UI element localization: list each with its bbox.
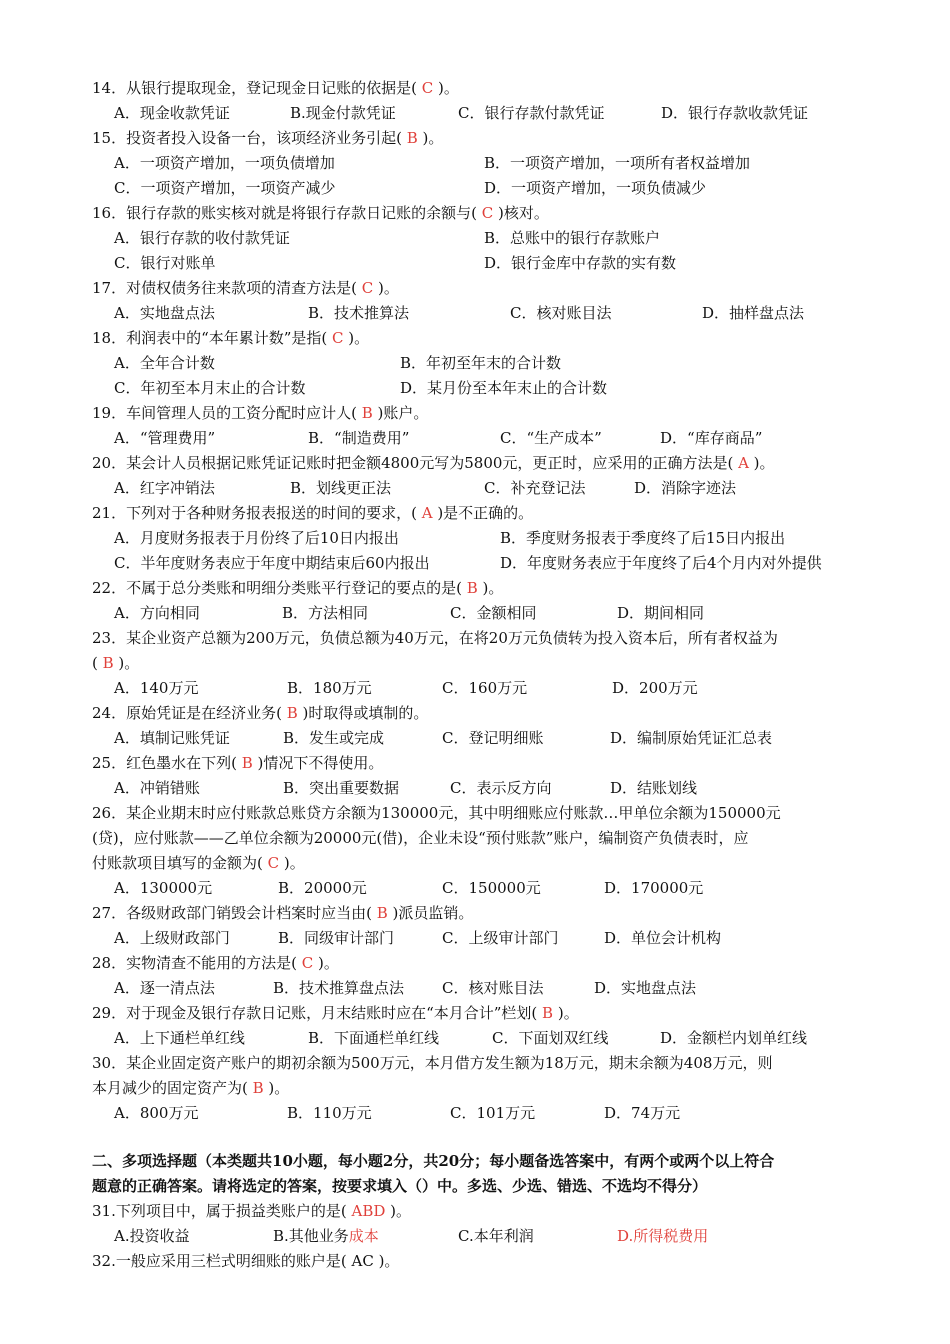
option-14d: D．银行存款收款凭证 [661,104,809,122]
option-17c: C．核对账目法 [510,304,612,322]
question-26-line2: (贷)，应付账款——乙单位余额为20000元(借)，企业未设“预付账款”账户，编制资产负债表时，应 [92,829,749,847]
question-25: 25．红色墨水在下列( B )情况下不得使用。 [92,754,384,772]
option-27d: D．单位会计机构 [604,929,722,947]
option-22d: D．期间相同 [617,604,705,622]
option-19a: A．“管理费用” [114,429,216,447]
option-30c: C．101万元 [450,1104,536,1122]
option-29c: C．下面划双红线 [492,1029,609,1047]
option-19d: D．“库存商品” [660,429,763,447]
option-18a: A．全年合计数 [114,354,215,372]
option-30a: A．800万元 [114,1104,199,1122]
option-31b: B.其他业务成本 [273,1227,379,1245]
option-14b: B.现金付款凭证 [290,104,396,122]
option-21c: C．半年度财务表应于年度中期结束后60内报出 [114,554,430,572]
option-15d: D．一项资产增加，一项负债减少 [484,179,707,197]
option-24a: A．填制记账凭证 [114,729,230,747]
answer-22: B [461,579,483,597]
answer-26: C [262,854,284,872]
answer-25: B [236,754,258,772]
option-17d: D．抽样盘点法 [702,304,805,322]
question-30-line2: 本月减少的固定资产为( B )。 [92,1079,290,1097]
question-28: 28．实物清查不能用的方法是( C )。 [92,954,339,972]
answer-14: C [416,79,438,97]
option-23a: A．140万元 [114,679,199,697]
question-26: 26．某企业期末时应付账款总账贷方余额为130000元，其中明细账应付账款…甲单位余额为150000元 [92,804,781,822]
answer-23: B [97,654,119,672]
answer-28: C [296,954,318,972]
answer-32: AC [346,1252,379,1270]
section-2-heading: 二、多项选择题（本类题共10小题，每小题2分，共20分；每小题备选答案中，有两个或两个以上符合 [92,1152,775,1170]
option-16a: A．银行存款的收付款凭证 [114,229,290,247]
option-18d: D．某月份至本年末止的合计数 [400,379,608,397]
option-21b: B．季度财务报表于季度终了后15日内报出 [500,529,786,547]
option-19b: B．“制造费用” [308,429,410,447]
option-20a: A．红字冲销法 [114,479,215,497]
question-31: 31.下列项目中，属于损益类账户的是( ABD )。 [92,1202,411,1220]
question-20: 20．某会计人员根据记账凭证记账时把金额4800元写为5800元，更正时，应采用的正确方法是( A )。 [92,454,775,472]
answer-20: A [733,454,754,472]
option-16b: B．总账中的银行存款账户 [484,229,661,247]
option-28b: B．技术推算盘点法 [273,979,405,997]
option-25b: B．突出重要数据 [283,779,400,797]
question-14: 14．从银行提取现金，登记现金日记账的依据是( C )。 [92,79,459,97]
answer-18: C [327,329,349,347]
option-14c: C．银行存款付款凭证 [458,104,605,122]
option-19c: C．“生产成本” [500,429,602,447]
option-20d: D．消除字迹法 [634,479,737,497]
section-2-heading-line2: 题意的正确答案。请将选定的答案，按要求填入（）中。多选、少选、错选、不选均不得分） [92,1177,708,1195]
option-20c: C．补充登记法 [484,479,586,497]
answer-27: B [371,904,393,922]
question-32: 32.一般应采用三栏式明细账的账户是( AC )。 [92,1252,400,1270]
option-27b: B．同级审计部门 [278,929,395,947]
option-17b: B．技术推算法 [308,304,410,322]
question-24: 24．原始凭证是在经济业务( B )时取得或填制的。 [92,704,429,722]
question-19: 19．车间管理人员的工资分配时应计人( B )账户。 [92,404,429,422]
question-18: 18．利润表中的“本年累计数”是指( C )。 [92,329,370,347]
option-27c: C．上级审计部门 [442,929,559,947]
question-21: 21．下列对于各种财务报表报送的时间的要求，( A )是不正确的。 [92,504,534,522]
question-23-cont: ( B )。 [92,654,140,672]
option-31d: D.所得税费用 [617,1227,709,1245]
option-21a: A．月度财务报表于月份终了后10日内报出 [114,529,399,547]
option-26a: A．130000元 [114,879,213,897]
option-22c: C．金额相同 [450,604,537,622]
question-27: 27．各级财政部门销毁会计档案时应当由( B )派员监销。 [92,904,474,922]
option-23d: D．200万元 [612,679,698,697]
option-23c: C．160万元 [442,679,528,697]
answer-29: B [537,1004,558,1022]
question-17: 17．对债权债务往来款项的清查方法是( C )。 [92,279,399,297]
option-24c: C．登记明细账 [442,729,544,747]
option-24b: B．发生或完成 [283,729,385,747]
option-15a: A．一项资产增加，一项负债增加 [114,154,335,172]
option-18c: C．年初至本月末止的合计数 [114,379,306,397]
option-20b: B．划线更正法 [290,479,392,497]
option-26c: C．150000元 [442,879,541,897]
answer-15: B [401,129,423,147]
option-25a: A．冲销错账 [114,779,200,797]
option-28a: A．逐一清点法 [114,979,215,997]
option-29a: A．上下通栏单红线 [114,1029,245,1047]
option-31c: C.本年利润 [458,1227,534,1245]
question-30: 30．某企业固定资产账户的期初余额为500万元，本月借方发生额为18万元，期末余额为408万元，则 [92,1054,773,1072]
option-22b: B．方法相同 [282,604,369,622]
option-31a: A.投资收益 [114,1227,190,1245]
option-28d: D．实地盘点法 [594,979,697,997]
answer-24: B [281,704,303,722]
option-16c: C．银行对账单 [114,254,216,272]
answer-19: B [356,404,378,422]
question-15: 15．投资者投入设备一台，该项经济业务引起( B )。 [92,129,444,147]
option-29d: D．金额栏内划单红线 [660,1029,808,1047]
option-23b: B．180万元 [287,679,372,697]
question-26-line3: 付账款项目填写的金额为( C )。 [92,854,305,872]
option-29b: B．下面通栏单红线 [308,1029,440,1047]
answer-16: C [476,204,498,222]
option-30b: B．110万元 [287,1104,372,1122]
option-16d: D．银行金库中存款的实有数 [484,254,677,272]
option-27a: A．上级财政部门 [114,929,230,947]
option-18b: B．年初至年末的合计数 [400,354,562,372]
question-22: 22．不属于总分类账和明细分类账平行登记的要点的是( B )。 [92,579,504,597]
option-25d: D．结账划线 [610,779,698,797]
option-26d: D．170000元 [604,879,704,897]
option-14a: A．现金收款凭证 [114,104,230,122]
answer-31: ABD [346,1202,391,1220]
answer-30: B [247,1079,269,1097]
option-15c: C．一项资产增加，一项资产减少 [114,179,336,197]
option-25c: C．表示反方向 [450,779,552,797]
answer-17: C [356,279,378,297]
question-23: 23．某企业资产总额为200万元，负债总额为40万元，在将20万元负债转为投入资本后，所有者权益为 [92,629,778,647]
question-29: 29．对于现金及银行存款日记账，月末结账时应在“本月合计”栏划( B )。 [92,1004,579,1022]
question-16: 16．银行存款的账实核对就是将银行存款日记账的余额与( C )核对。 [92,204,549,222]
option-17a: A．实地盘点法 [114,304,215,322]
option-28c: C．核对账目法 [442,979,544,997]
answer-21: A [416,504,438,522]
option-22a: A．方向相同 [114,604,200,622]
option-24d: D．编制原始凭证汇总表 [610,729,773,747]
option-26b: B．20000元 [278,879,367,897]
option-30d: D．74万元 [604,1104,681,1122]
option-21d: D．年度财务表应于年度终了后4个月内对外提供 [500,554,822,572]
option-15b: B．一项资产增加，一项所有者权益增加 [484,154,751,172]
